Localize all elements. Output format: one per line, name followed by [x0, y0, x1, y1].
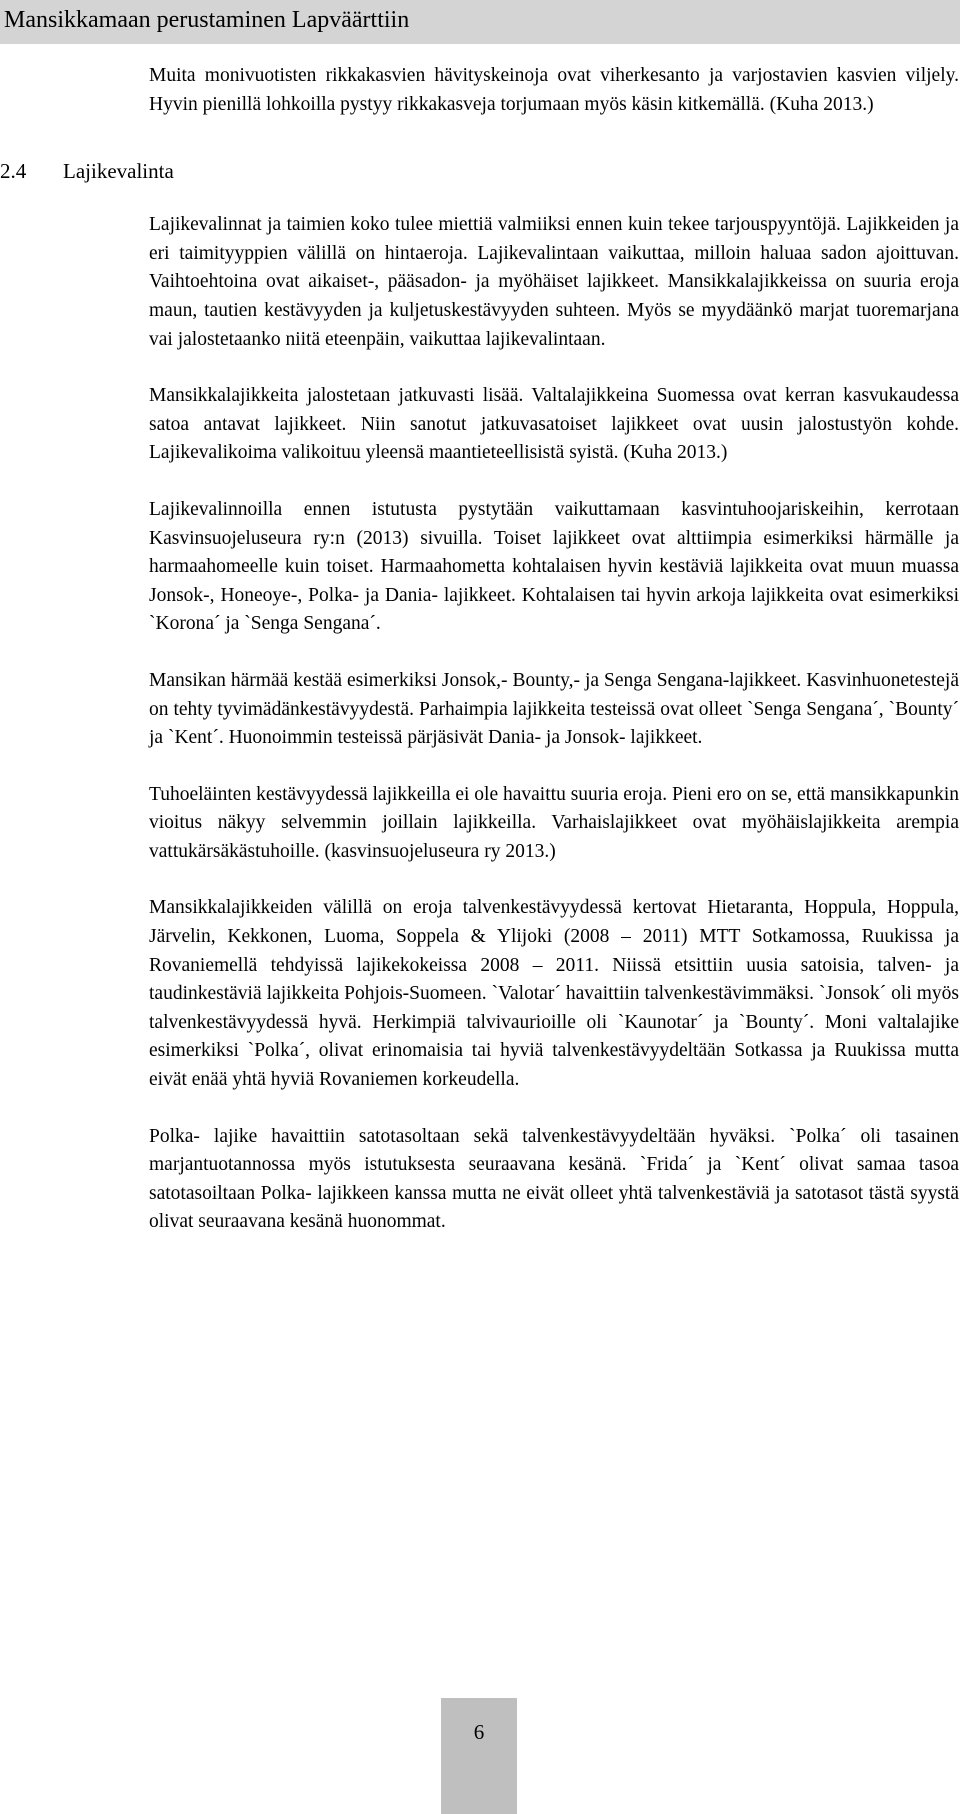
paragraph-intro: Muita monivuotisten rikkakasvien hävityskeinoja ovat viherkesanto ja varjostavien kasvien viljely. Hyvin pienillä lohkoilla pystyy rikkakasveja torjumaan myös käsin kitkemällä. (Kuha 2013.) — [149, 65, 959, 115]
spacer — [149, 468, 959, 496]
spacer — [149, 1095, 959, 1123]
spacer — [149, 119, 959, 151]
section-heading — [0, 151, 959, 191]
section-title: Lajikevalinta — [63, 159, 174, 184]
page-number: 6 — [473, 1720, 485, 1744]
paragraph: Mansikkalajikkeiden välillä on eroja talvenkestävyydessä kertovat Hietaranta, Hoppula, Hoppula, Järvelin, Kekkonen, Luoma, Soppela & Ylijoki (2008 – 2011) MTT Sotkamossa, Ruukissa ja Rovaniemellä tehdyissä lajikekokeissa 2008 – 2011. Niissä etsittiin uusia satoisia, talven- ja taudinkestäviä lajikkeita Pohjois-Suomeen. `Valotar´ havaittiin talvenkestävimmäksi. `Jonsok´ oli myös talvenkestävyydessä hyvä. Herkimpiä talvivaurioille oli `Kaunotar´ ja `Bounty´. Moni valtalajike esimerkiksi `Polka´, olivat erinomaisia tai hyviä talvenkestävyydeltään Sotkassa ja Ruukissa mutta eivät enää yhtä hyviä Rovaniemen korkeudella. — [149, 897, 959, 1091]
paragraph: Tuhoeläinten kestävyydessä lajikkeilla ei ole havaittu suuria eroja. Pieni ero on se, että mansikkapunkin vioitus näkyy selvemmin joillain lajikkeilla. Varhaislajikkeet ovat myöhäislajikkeita arempia vattukärsäkästuhoille. (kasvinsuojeluseura ry 2013.) — [149, 783, 959, 862]
document-body — [0, 62, 959, 1237]
spacer — [149, 354, 959, 382]
paragraph: Mansikan härmää kestää esimerkiksi Jonsok,- Bounty,- ja Senga Sengana-lajikkeet. Kasvinhuonetestejä on tehty tyvimädänkestävyydestä. Parhaimpia lajikkeita testeissä ovat olleet `Senga Sengana´, `Bounty´ ja `Kent´. Huonoimmin testeissä pärjäsivät Dania- ja Jonsok- lajikkeet. — [149, 669, 959, 749]
spacer — [149, 753, 959, 781]
paragraph: Lajikevalinnat ja taimien koko tulee miettiä valmiiksi ennen kuin tekee tarjouspyyntöjä. Lajikkeiden ja eri taimityyppien välillä on hintaeroja. Lajikevalintaan vaikuttaa, milloin haluaa sadon ajoittuvan. Vaihtoehtoina ovat aikaiset-, pääsadon- ja myöhäiset lajikkeet. Mansikkalajikkeissa on suuria eroja maun, tautien kestävyyden ja kuljetuskestävyyden suhteen. Myös se myydäänkö marjat tuoremarjana vai jalostetaanko niitä eteenpäin, vaikuttaa lajikevalintaan. — [149, 214, 959, 350]
section-number: 2.4 — [0, 159, 27, 184]
page-number-tab — [441, 1698, 517, 1814]
running-header-title: Mansikkamaan perustaminen Lapväärttiin — [4, 7, 410, 33]
paragraph: Lajikevalinnoilla ennen istutusta pystytään vaikuttamaan kasvintuhoojariskeihin, kerrotaan Kasvinsuojeluseura ry:n (2013) sivuilla. Toiset lajikkeet ovat alttiimpia esimerkiksi härmälle ja harmaahomeelle kuin toiset. Harmaahometta kohtalaisen hyvin kestäviä lajikkeita ovat muun muassa Jonsok-, Honeoye-, Polka- ja Dania- lajikkeet. Kohtalaisen tai hyvin arkoja lajikkeita ovat esimerkiksi `Korona´ ja `Senga Sengana´. — [149, 498, 959, 635]
spacer — [149, 866, 959, 894]
running-header — [0, 0, 960, 44]
paragraph: Polka- lajike havaittiin satotasoltaan sekä talvenkestävyydeltään hyväksi. `Polka´ oli tasainen marjantuotannossa myös istutuksesta seuraavana kesänä. `Frida´ ja `Kent´ olivat samaa tasoa satotasoiltaan Polka- lajikkeen kanssa mutta ne eivät olleet yhtä talvenkestäviä ja satotasot tästä syystä olivat seuraavana kesänä huonommat. — [149, 1125, 959, 1233]
spacer — [149, 639, 959, 667]
paragraph: Mansikkalajikkeita jalostetaan jatkuvasti lisää. Valtalajikkeina Suomessa ovat kerran kasvukaudessa satoa antavat lajikkeet. Niin sanotut jatkuvasatoiset lajikkeet ovat uusin jalostustyön kohde. Lajikevalikoima valikoituu yleensä maantieteellisistä syistä. (Kuha 2013.) — [149, 385, 959, 464]
spacer — [149, 191, 959, 211]
